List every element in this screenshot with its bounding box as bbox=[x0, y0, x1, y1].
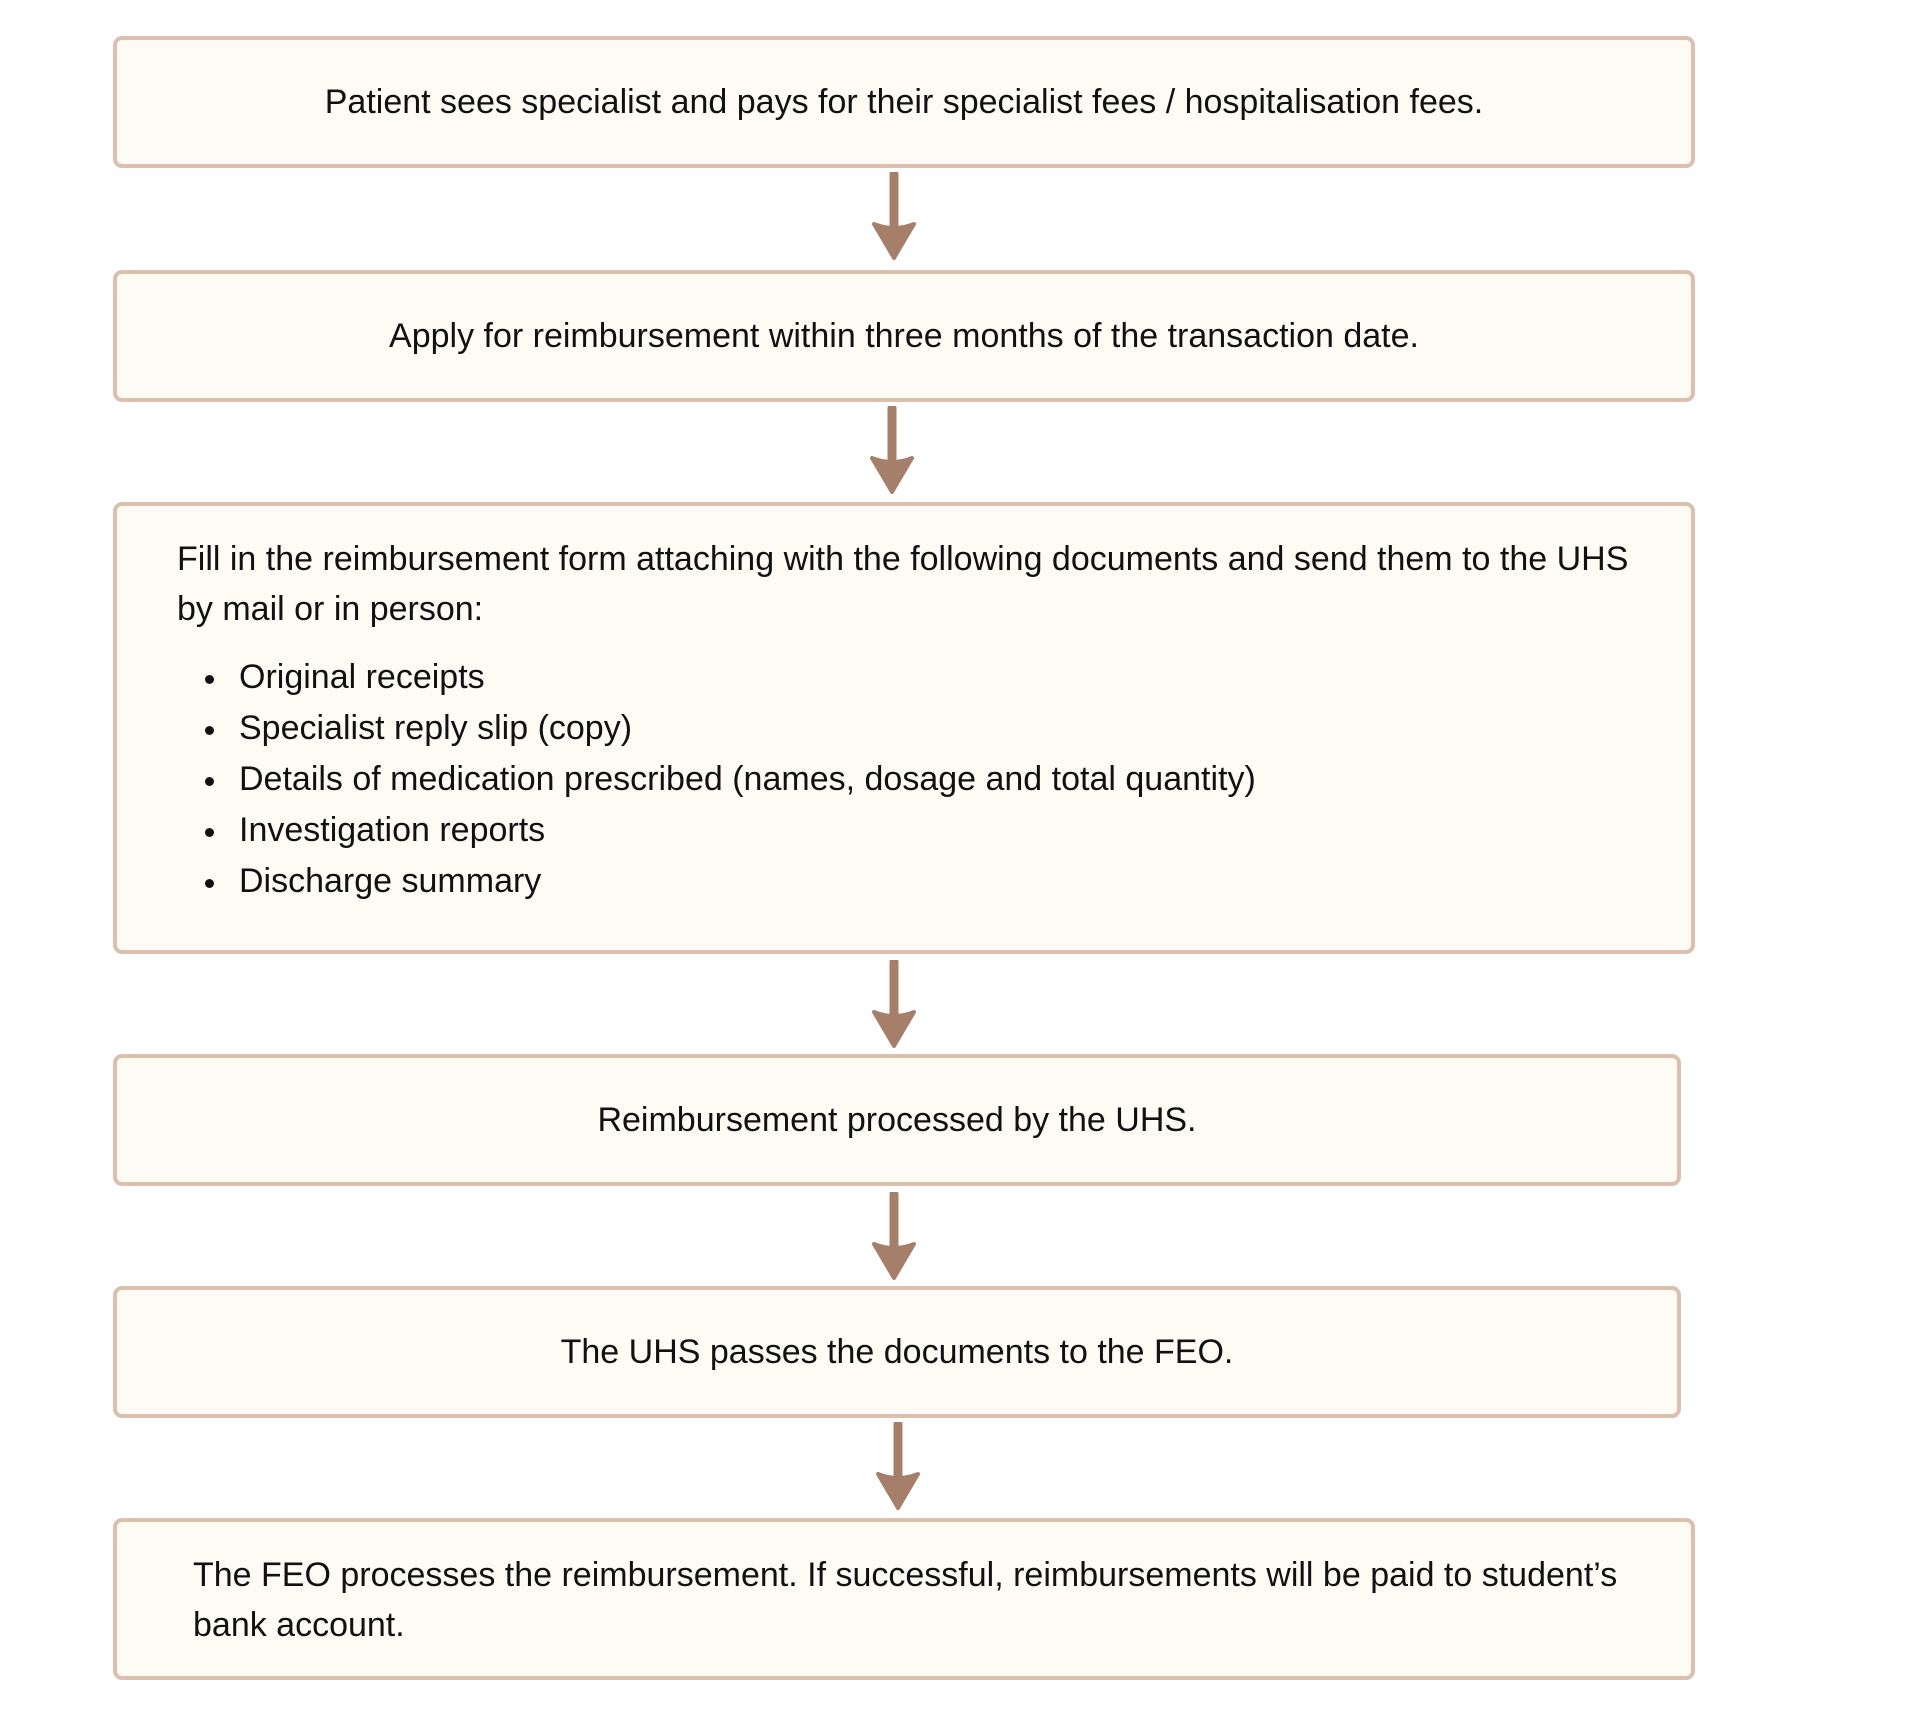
step-box-3 bbox=[113, 502, 1695, 954]
list-item: Discharge summary bbox=[239, 856, 1631, 907]
step-text-5: The UHS passes the documents to the FEO. bbox=[560, 1333, 1234, 1371]
step-box-5 bbox=[113, 1286, 1681, 1418]
step-text-6: The FEO processes the reimbursement. If successful, reimbursements will be paid to student’s bank account. bbox=[193, 1556, 1618, 1644]
down-arrow-icon bbox=[862, 406, 922, 496]
down-arrow-icon bbox=[868, 1422, 928, 1512]
step-text-3: Fill in the reimbursement form attaching with the following documents and send them to the UHS by mail or in person: bbox=[177, 540, 1629, 628]
step-text-4: Reimbursement processed by the UHS. bbox=[597, 1101, 1197, 1139]
step-box-4 bbox=[113, 1054, 1681, 1186]
down-arrow-icon bbox=[864, 172, 924, 262]
down-arrow-icon bbox=[864, 1192, 924, 1282]
step-text-1: Patient sees specialist and pays for their specialist fees / hospitalisation fees. bbox=[324, 83, 1484, 121]
step-text-2: Apply for reimbursement within three months of the transaction date. bbox=[389, 317, 1419, 355]
list-item: Original receipts bbox=[239, 652, 1631, 703]
step-box-2 bbox=[113, 270, 1695, 402]
list-item: Details of medication prescribed (names, dosage and total quantity) bbox=[239, 754, 1631, 805]
step-box-1 bbox=[113, 36, 1695, 168]
down-arrow-icon bbox=[864, 960, 924, 1050]
document-list bbox=[177, 652, 1631, 907]
step-box-6 bbox=[113, 1518, 1695, 1680]
list-item: Specialist reply slip (copy) bbox=[239, 703, 1631, 754]
list-item: Investigation reports bbox=[239, 805, 1631, 856]
